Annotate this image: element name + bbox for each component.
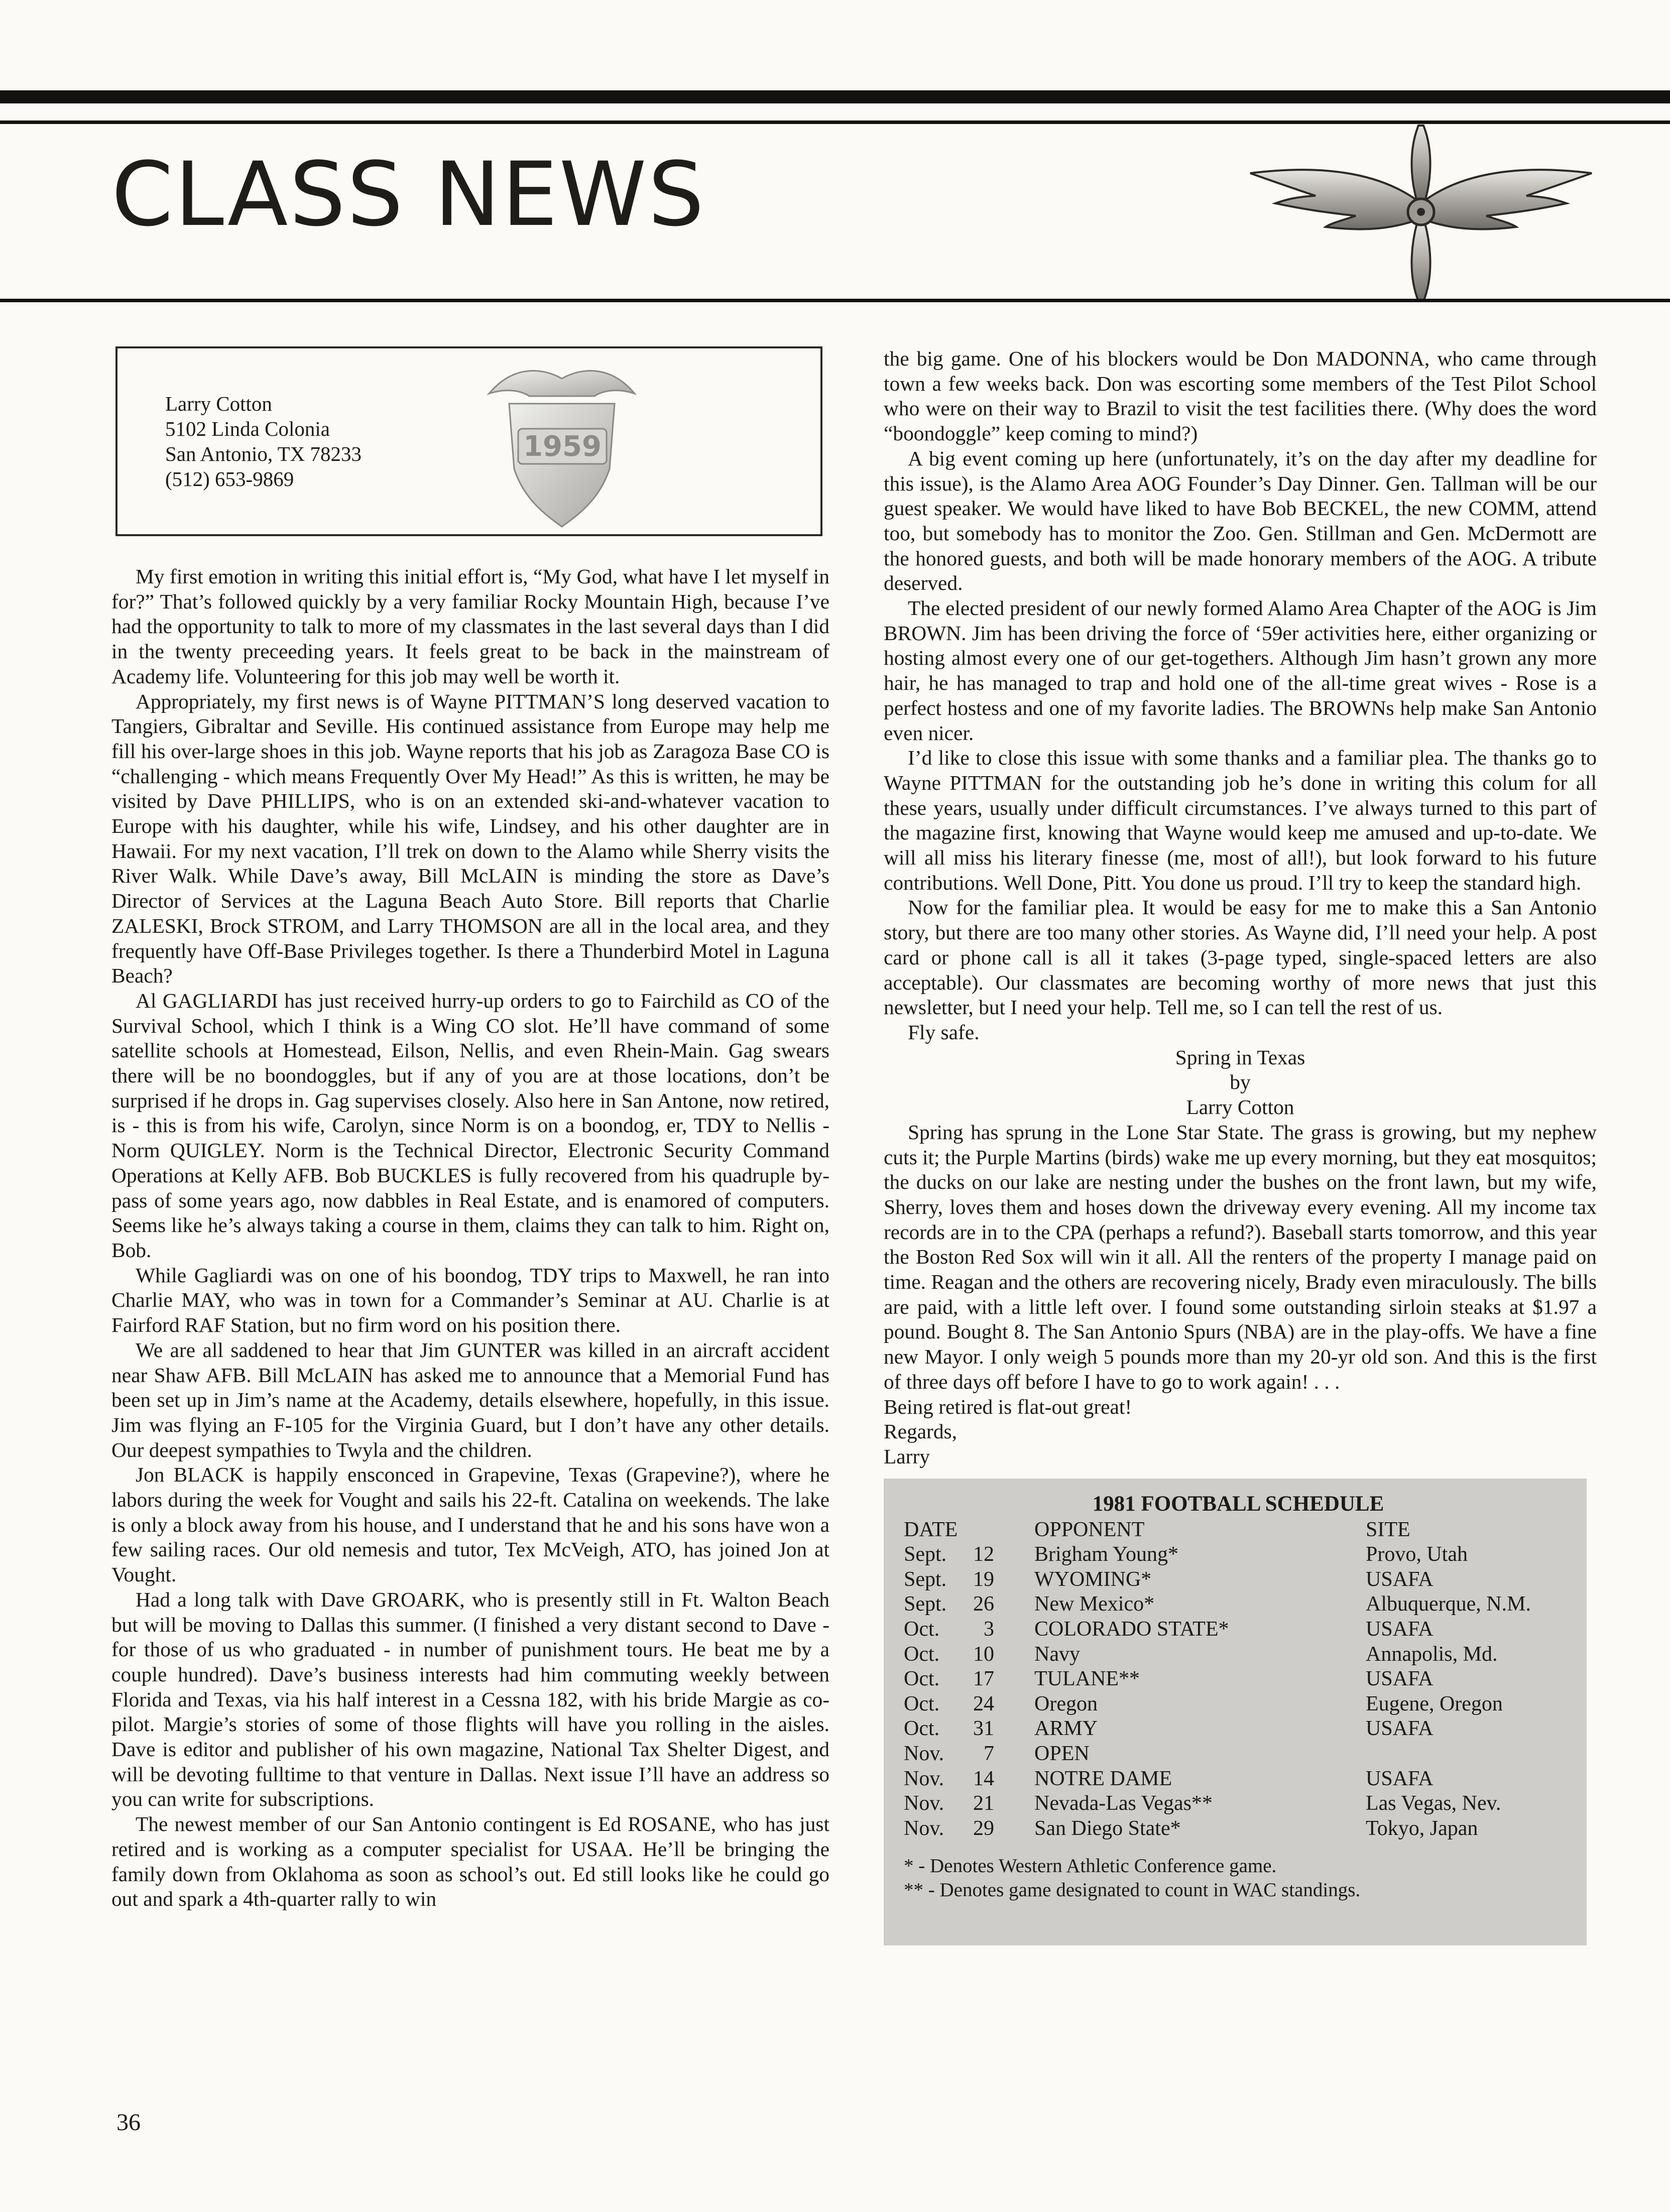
game-site: Annapolis, Md. (1366, 1642, 1498, 1666)
game-date (904, 1567, 1034, 1592)
game-month: Oct. (904, 1717, 940, 1741)
game-site: USAFA (1366, 1667, 1434, 1691)
game-day: 31 (973, 1717, 994, 1741)
poem-closing: Being retired is flat-out great! (884, 1395, 1132, 1418)
right-column (884, 346, 1597, 1945)
poem-author: Larry Cotton (1186, 1095, 1294, 1119)
game-opponent: TULANE** (1034, 1667, 1140, 1691)
column-header-date: DATE (904, 1518, 958, 1541)
regards: Regards, (884, 1420, 957, 1443)
game-opponent: COLORADO STATE* (1034, 1618, 1229, 1641)
table-row (904, 1742, 1573, 1767)
game-site: USAFA (1366, 1567, 1434, 1591)
game-month: Nov. (904, 1792, 944, 1815)
game-day: 24 (973, 1692, 994, 1715)
game-date (904, 1542, 1034, 1567)
game-day: 19 (973, 1567, 994, 1591)
paragraph: My first emotion in writing this initial effort is, “My God, what have I let myself in for?” That’s followed quickly by a very familiar Rocky Mountain High, because I’ve had the opportunity to talk to more of my classmates in the last several days than I did in the twenty preceeding years. It feels great to be back in the mainstream of Academy life. Volunteering for this job may well be worth it. (111, 565, 829, 688)
class-contact-box (115, 346, 822, 536)
paragraph: Appropriately, my first news is of Wayne PITTMAN’S long deserved vacation to Tangiers, Gibraltar and Seville. His continued assistance from Europe may help me fill his over-large shoes in this job. Wayne reports that his job as Zaragoza Base CO is “challenging - which means Frequently Over My Head!” As this is written, he may be visited by Dave PHILLIPS, who is on an extended ski-and-whatever vacation to Europe with his daughter, while his wife, Lindsey, and his other daughter are in Hawaii. For my next vacation, I’ll trek on down to the Alamo while Sherry visits the River Walk. While Dave’s away, Bill McLAIN is minding the store as Dave’s Director of Services at the Laguna Beach Auto Store. Bill reports that Charlie ZALESKI, Brock STROM, and Larry THOMSON are all in the local area, and they frequently have Off-Base Privileges together. Is there a Thunderbird Motel in Laguna Beach? (111, 689, 829, 988)
game-month: Nov. (904, 1767, 944, 1790)
table-row (904, 1667, 1573, 1692)
game-site: Tokyo, Japan (1366, 1816, 1478, 1840)
signature: Larry (884, 1444, 930, 1468)
game-day: 29 (973, 1816, 994, 1840)
table-row (904, 1617, 1573, 1642)
paragraph: The newest member of our San Antonio contingent is Ed ROSANE, who has just retired and is working as a computer specialist for USAA. He’ll be bringing the family down from Oklahoma as soon as school’s out. Ed still looks like he could go out and spark a 4th-quarter rally to win (111, 1812, 829, 1911)
game-month: Nov. (904, 1816, 944, 1840)
game-month: Oct. (904, 1667, 940, 1691)
paragraph: We are all saddened to hear that Jim GUNTER was killed in an aircraft accident near Shaw AFB. Bill McLAIN has asked me to announce that a Memorial Fund has been set up in Jim’s name at the Academy, details elsewhere, hopefully, in this issue. Jim was flying an F-105 for the Virginia Guard, but I don’t have any other details. Our deepest sympathies to Twyla and the children. (111, 1338, 829, 1461)
game-site (1366, 1742, 1573, 1767)
game-date (904, 1742, 1034, 1767)
paragraph: Al GAGLIARDI has just received hurry-up orders to go to Fairchild as CO of the Survival School, which I think is a Wing CO slot. He’ll have command of some satellite schools at Homestead, Eilson, Nellis, and even Rhein-Main. Gag swears there will be no boondoggles, but if any of you are at those locations, don’t be surprised if he drops in. Gag supervises closely. Also here in San Antone, now retired, is - this is from his wife, Carolyn, since Norm is on a boondog, er, TDY to Nellis - Norm QUIGLEY. Norm is the Technical Director, Electronic Security Command Operations at Kelly AFB. Bob BUCKLES is fully recovered from his quadruple by-pass of some years ago, now dabbles in Real Estate, and is enamored of computers. Seems like he’s always taking a course in them, claims they can talk to him. Right on, Bob. (111, 989, 829, 1262)
football-schedule-box (884, 1479, 1587, 1945)
game-day: 10 (973, 1642, 994, 1666)
table-row (904, 1592, 1573, 1617)
game-day: 26 (973, 1592, 994, 1616)
game-month: Sept. (904, 1543, 947, 1566)
game-site: USAFA (1366, 1618, 1434, 1641)
svg-text:1959: 1959 (523, 430, 602, 463)
paragraph: Jon BLACK is happily ensconced in Grapevine, Texas (Grapevine?), where he labors during the week for Vought and sails his 22-ft. Catalina on weekends. The lake is only a block away from his house, and I understand that he and his sons have won a few sailing races. Our old nemesis and tutor, Tex McVeigh, ATO, has joined Jon at Vought. (111, 1463, 829, 1586)
contact-street: 5102 Linda Colonia (165, 417, 330, 440)
game-opponent: OPEN (1034, 1742, 1090, 1765)
game-site: Las Vegas, Nev. (1366, 1792, 1501, 1815)
paragraph: I’d like to close this issue with some thanks and a familiar plea. The thanks go to Wayne PITTMAN for the outstanding job he’s done in writing this colum for all these years, usually under difficult circumstances. I’ve always turned to this part of the magazine first, knowing that Wayne would keep me amused and up-to-date. We will all miss his literary finesse (me, most of all!), but look forward to his future contributions. Well Done, Pitt. You done us proud. I’ll try to keep the standard high. (884, 746, 1597, 894)
game-site: Eugene, Oregon (1366, 1692, 1503, 1715)
game-date (904, 1716, 1034, 1742)
game-day: 21 (973, 1792, 994, 1815)
game-day: 14 (973, 1767, 994, 1790)
game-opponent: WYOMING* (1034, 1567, 1152, 1591)
game-site: USAFA (1366, 1717, 1434, 1741)
game-month: Oct. (904, 1618, 940, 1641)
game-opponent: Brigham Young* (1034, 1543, 1179, 1566)
paragraph: The elected president of our newly formed Alamo Area Chapter of the AOG is Jim BROWN. Jim has been driving the force of ‘59er activities here, either organizing or hosting almost every one of our get-togethers. Although Jim hasn’t grown any more hair, he has managed to trap and hold one of the all-time great wives - Rose is a perfect hostess and one of my favorite ladies. The BROWNs help make San Antonio even nicer. (884, 596, 1597, 745)
top-rule-thick (0, 90, 1670, 103)
game-opponent: Nevada-Las Vegas** (1034, 1792, 1213, 1815)
table-row (904, 1816, 1573, 1841)
column-header-opponent: OPPONENT (1034, 1518, 1145, 1541)
game-date (904, 1816, 1034, 1841)
schedule-rows (904, 1542, 1573, 1841)
schedule-notes (904, 1854, 1573, 1902)
game-date (904, 1667, 1034, 1692)
table-row (904, 1542, 1573, 1567)
left-article-text (111, 564, 829, 1912)
game-opponent: Oregon (1034, 1692, 1098, 1715)
game-site: Provo, Utah (1366, 1543, 1468, 1566)
paragraph: Fly safe. (908, 1020, 980, 1044)
game-month: Nov. (904, 1742, 944, 1765)
game-day: 7 (984, 1742, 994, 1765)
table-row (904, 1791, 1573, 1816)
page-number: 36 (116, 2109, 141, 2136)
game-opponent: San Diego State* (1034, 1816, 1181, 1840)
game-month: Oct. (904, 1692, 940, 1715)
column-header-site: SITE (1366, 1518, 1410, 1541)
game-date (904, 1791, 1034, 1816)
paragraph: Had a long talk with Dave GROARK, who is presently still in Ft. Walton Beach but will be moving to Dallas this summer. (I finished a very distant second to Dave - for those of us who graduated - in number of punishment tours. He beat me by a couple hundred). Dave’s business interests had him commuting weekly between Florida and Texas, via his half interest in a Cessna 182, with his bride Margie as co-pilot. Margie’s stories of some of those flights will have you rolling in the aisles. Dave is editor and publisher of his own magazine, National Tax Shelter Digest, and will be devoting fulltime to that venture in Dallas. Next issue I’ll have an address so you can write for subscriptions. (111, 1587, 829, 1811)
game-opponent: Navy (1034, 1642, 1080, 1666)
game-opponent: ARMY (1034, 1717, 1098, 1741)
schedule-note: * - Denotes Western Athletic Conference game. (904, 1855, 1277, 1877)
game-date (904, 1642, 1034, 1667)
schedule-note: ** - Denotes game designated to count in WAC standings. (904, 1879, 1361, 1901)
schedule-header-row (904, 1518, 1573, 1543)
table-row (904, 1567, 1573, 1592)
page-title: CLASS NEWS (111, 143, 706, 246)
schedule-title: 1981 FOOTBALL SCHEDULE (1092, 1492, 1384, 1516)
game-date (904, 1692, 1034, 1717)
left-column (111, 346, 829, 1912)
game-date (904, 1767, 1034, 1792)
poem-by: by (1230, 1070, 1251, 1094)
game-month: Oct. (904, 1642, 940, 1666)
schedule-table (904, 1518, 1573, 1841)
game-month: Sept. (904, 1592, 947, 1616)
table-row (904, 1692, 1573, 1717)
game-day: 12 (973, 1543, 994, 1566)
right-article-text (884, 346, 1597, 1469)
paragraph: Now for the familiar plea. It would be easy for me to make this a San Antonio story, but there are too many other stories. As Wayne did, I’ll need your help. A post card or phone call is all it takes (3-page typed, single-spaced letters are also acceptable). Our classmates are becoming worthy of more news that just this newsletter, but I need your help. Tell me, so I can tell the rest of us. (884, 896, 1597, 1019)
class-crest-icon (479, 358, 645, 532)
paragraph: While Gagliardi was on one of his boondog, TDY trips to Maxwell, he ran into Charlie MAY, who was in town for a Commander’s Seminar at AU. Charlie is at Fairford RAF Station, but no firm word on his position there. (111, 1263, 829, 1337)
paragraph: A big event coming up here (unfortunately, it’s on the day after my deadline for this issue), is the Alamo Area AOG Founder’s Day Dinner. Gen. Tallman will be our guest speaker. We would have liked to have Bob BECKEL, the new COMM, attend too, but somebody has to monitor the Zoo. Gen. Stillman and Gen. McDermott are the honored guests, and both will be made honorary members of the AOG. A tribute deserved. (884, 446, 1597, 595)
poem-title: Spring in Texas (1175, 1045, 1305, 1069)
pilot-wings-icon (1240, 115, 1602, 306)
paragraph: the big game. One of his blockers would be Don MADONNA, who came through town a few weeks back. Don was escorting some members of the Test Pilot School who were on their way to Brazil to visit the test facilities there. (Why does the word “boondoggle” keep coming to mind?) (884, 347, 1597, 445)
contact-name: Larry Cotton (165, 392, 272, 415)
game-date (904, 1617, 1034, 1642)
contact-city: San Antonio, TX 78233 (165, 442, 362, 465)
game-site: Albuquerque, N.M. (1366, 1592, 1531, 1616)
game-month: Sept. (904, 1567, 947, 1591)
contact-phone: (512) 653-9869 (165, 467, 294, 490)
header-bottom-rule (0, 299, 1670, 302)
table-row (904, 1642, 1573, 1667)
poem-body: Spring has sprung in the Lone Star State. The grass is growing, but my nephew cuts it; the Purple Martins (birds) wake me up every morning, but they eat mosquitos; the ducks on our lake are nesting under the bushes on the front lawn, but my wife, Sherry, loves them and hoses down the driveway every evening. All my income tax records are in to the CPA (perhaps a refund?). Baseball starts tomorrow, and this year the Boston Red Sox will win it all. All the renters of the property I manage paid on time. Reagan and the others are recovering nicely, Brady even miraculously. The bills are paid, with a little left over. I found some outstanding sirloin steaks at $1.97 a pound. Bought 8. The San Antonio Spurs (NBA) are in the play-offs. We have a fine new Mayor. I only weigh 5 pounds more than my 20-yr old son. And this is the first of three days off before I have to go to work again! . . . (884, 1120, 1597, 1393)
game-day: 17 (973, 1667, 994, 1691)
table-row (904, 1716, 1573, 1742)
table-row (904, 1767, 1573, 1792)
game-opponent: New Mexico* (1034, 1592, 1155, 1616)
contact-address (165, 391, 362, 491)
game-site: USAFA (1366, 1767, 1434, 1790)
game-date (904, 1592, 1034, 1617)
game-opponent: NOTRE DAME (1034, 1767, 1172, 1790)
game-day: 3 (984, 1618, 994, 1641)
